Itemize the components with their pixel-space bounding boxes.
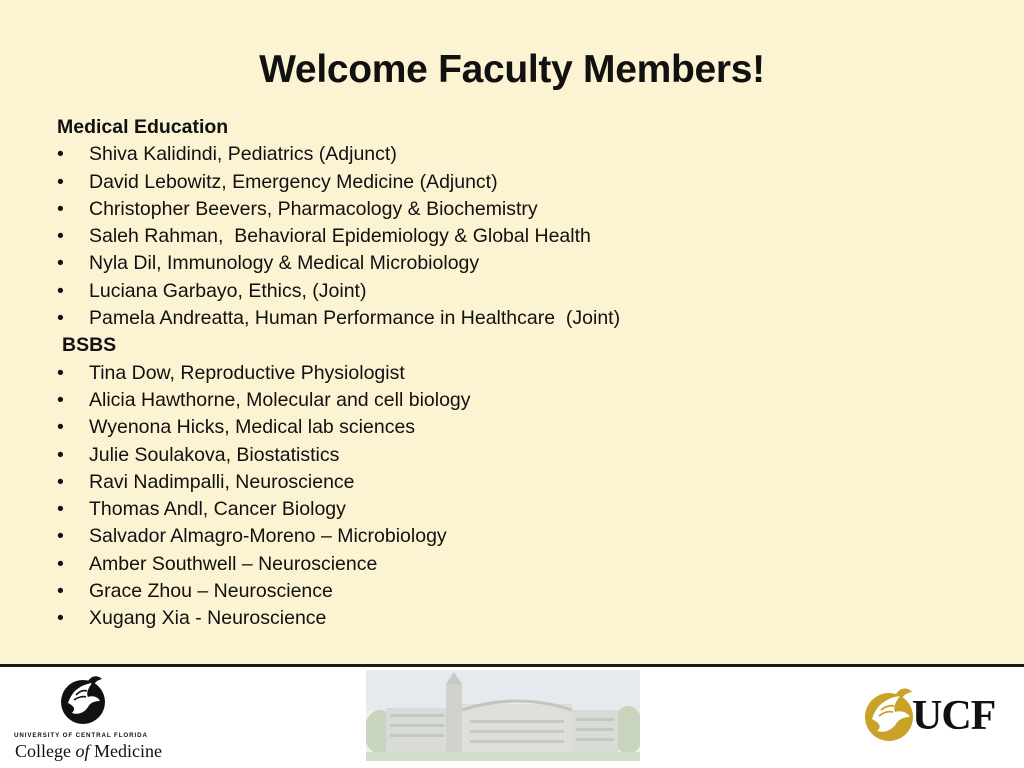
list-item-text: Thomas Andl, Cancer Biology	[89, 498, 346, 521]
university-name: UNIVERSITY OF CENTRAL FLORIDA	[14, 732, 148, 739]
list-item-text: Luciana Garbayo, Ethics, (Joint)	[89, 279, 367, 302]
list-item	[57, 305, 957, 332]
bullet-icon: •	[57, 307, 64, 330]
bullet-icon: •	[57, 361, 64, 384]
medical-building-photo	[366, 670, 640, 761]
list-item	[57, 141, 957, 168]
bullet-icon: •	[57, 525, 64, 548]
of-word: of	[75, 741, 90, 761]
college-of-medicine-logo	[14, 671, 162, 766]
pegasus-icon	[58, 673, 108, 727]
list-item-text: Xugang Xia - Neuroscience	[89, 607, 327, 630]
list-item	[57, 605, 957, 632]
list-item	[57, 169, 957, 196]
list-item	[57, 196, 957, 223]
list-item	[57, 387, 957, 414]
list-item	[57, 223, 957, 250]
bullet-icon: •	[57, 388, 64, 411]
list-item-text: Ravi Nadimpalli, Neuroscience	[89, 470, 355, 493]
list-item-text: Grace Zhou – Neuroscience	[89, 580, 333, 603]
list-item	[57, 250, 957, 277]
list-item-text: Tina Dow, Reproductive Physiologist	[89, 361, 405, 384]
list-item	[57, 278, 957, 305]
slide-title: Welcome Faculty Members!	[259, 48, 765, 91]
bullet-icon: •	[57, 416, 64, 439]
college-word: College	[15, 741, 71, 761]
bullet-icon: •	[57, 279, 64, 302]
bullet-icon: •	[57, 252, 64, 275]
list-item-text: Amber Southwell – Neuroscience	[89, 552, 378, 575]
college-name	[15, 741, 162, 762]
list-item	[57, 469, 957, 496]
section-heading-bsbs: BSBS	[62, 334, 117, 357]
bsbs-list	[57, 360, 957, 633]
bullet-icon: •	[57, 552, 64, 575]
bullet-icon: •	[57, 470, 64, 493]
faculty-content	[57, 114, 957, 633]
list-item-text: Nyla Dil, Immunology & Medical Microbiology	[89, 252, 480, 275]
ucf-logo	[862, 685, 1010, 747]
bullet-icon: •	[57, 580, 64, 603]
bullet-icon: •	[57, 443, 64, 466]
medical-education-list	[57, 141, 957, 332]
list-item	[57, 578, 957, 605]
list-item	[57, 496, 957, 523]
section-heading-medical-education: Medical Education	[57, 116, 229, 138]
bullet-icon: •	[57, 143, 64, 166]
list-item-text: Julie Soulakova, Biostatistics	[89, 443, 340, 466]
medicine-word: Medicine	[94, 741, 162, 761]
list-item-text: Shiva Kalidindi, Pediatrics (Adjunct)	[89, 143, 397, 166]
bullet-icon: •	[57, 225, 64, 248]
list-item-text: Pamela Andreatta, Human Performance in Healthcare (Joint)	[89, 307, 621, 330]
list-item	[57, 523, 957, 550]
list-item	[57, 442, 957, 469]
list-item-text: David Lebowitz, Emergency Medicine (Adjunct)	[89, 170, 498, 193]
bullet-icon: •	[57, 498, 64, 521]
ucf-wordmark: UCF	[912, 693, 996, 739]
bullet-icon: •	[57, 170, 64, 193]
list-item-text: Salvador Almagro-Moreno – Microbiology	[89, 525, 447, 548]
list-item-text: Christopher Beevers, Pharmacology & Biochemistry	[89, 197, 538, 220]
list-item	[57, 414, 957, 441]
list-item-text: Alicia Hawthorne, Molecular and cell biology	[89, 388, 471, 411]
bullet-icon: •	[57, 607, 64, 630]
list-item-text: Wyenona Hicks, Medical lab sciences	[89, 416, 416, 439]
footer	[0, 667, 1024, 768]
list-item-text: Saleh Rahman, Behavioral Epidemiology & Global Health	[89, 225, 591, 248]
bullet-icon: •	[57, 197, 64, 220]
list-item	[57, 551, 957, 578]
list-item	[57, 360, 957, 387]
